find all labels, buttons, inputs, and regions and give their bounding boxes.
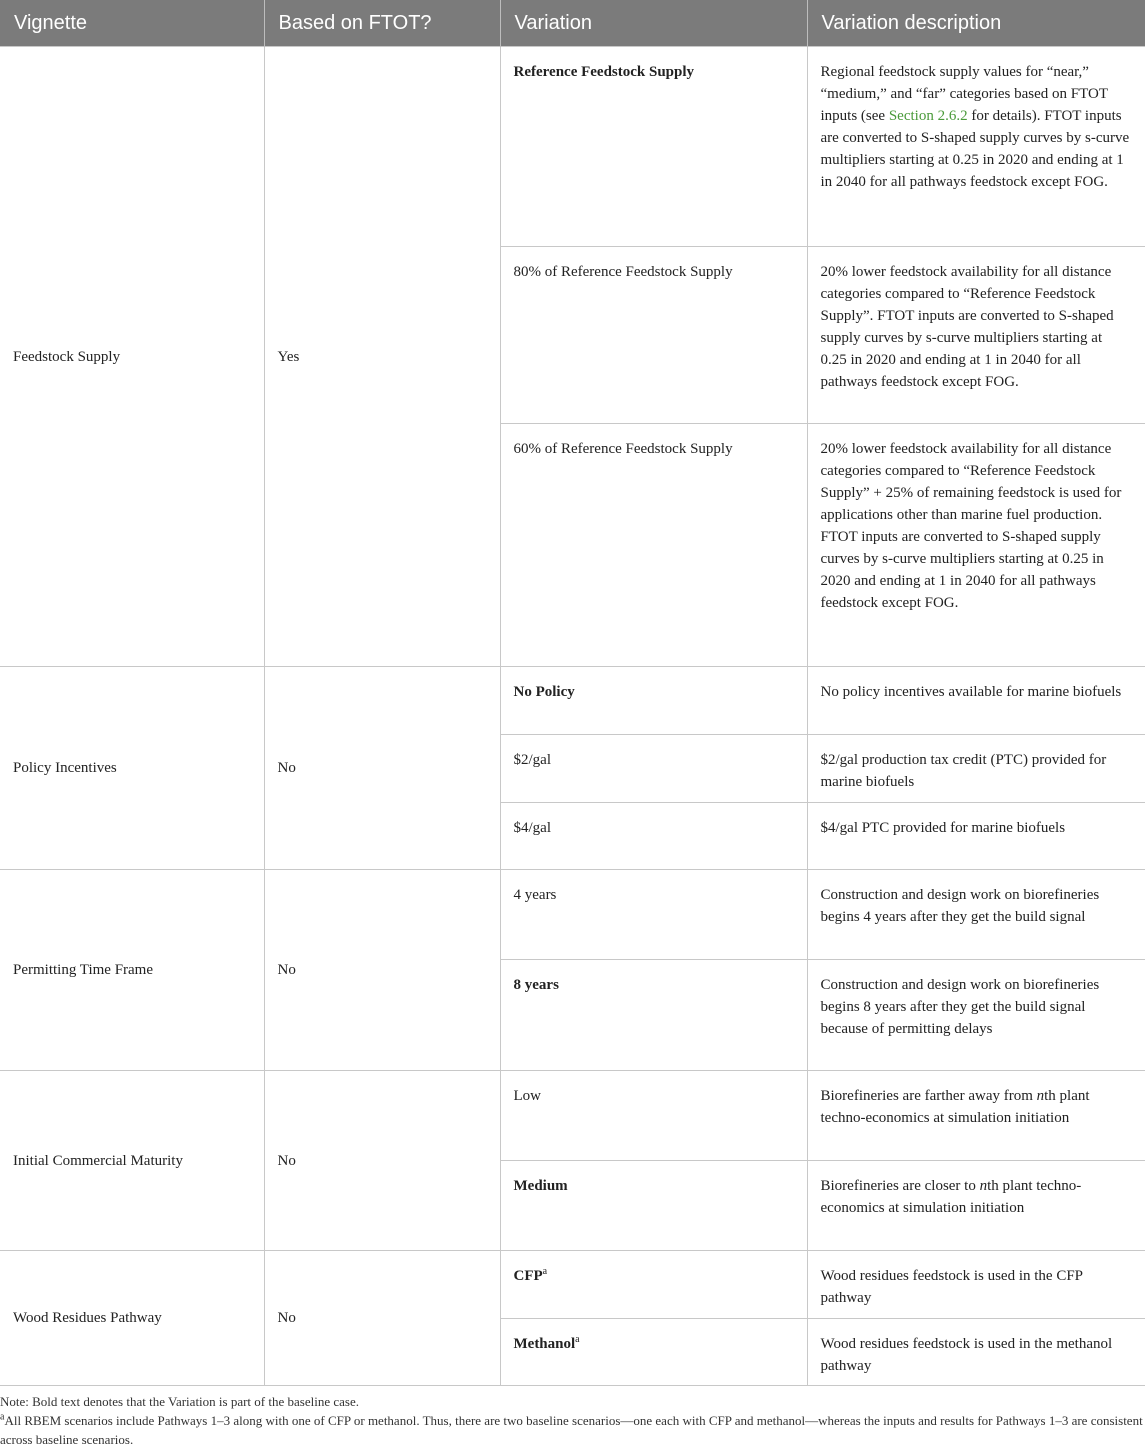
description-cell xyxy=(807,47,1145,247)
description-italic: n xyxy=(979,1178,988,1194)
variation-cell: $4/gal xyxy=(500,803,807,870)
description-cell: Wood residues feedstock is used in the methanol pathway xyxy=(807,1319,1145,1386)
variation-cell: 60% of Reference Feedstock Supply xyxy=(500,424,807,667)
header-vignette: Vignette xyxy=(0,0,264,47)
variation-label: CFP xyxy=(513,1268,543,1284)
variation-cell xyxy=(500,1319,807,1386)
variation-cell: 4 years xyxy=(500,870,807,960)
footnote-a xyxy=(0,1411,1145,1449)
footnote-marker: a xyxy=(542,1266,548,1277)
description-text: th plant techno-economics at simulation initiation xyxy=(820,1178,1082,1216)
vignette-cell: Feedstock Supply xyxy=(0,47,264,667)
description-cell xyxy=(807,1161,1145,1251)
description-cell: Wood residues feedstock is used in the CFP pathway xyxy=(807,1251,1145,1319)
table-row xyxy=(0,1251,1145,1319)
description-text: for details). FTOT inputs are converted to S-shaped supply curves by s-curve multipliers starting at 0.25 in 2020 and ending at 1 in 2040 for all pathways feedstock except FOG. xyxy=(820,108,1130,190)
description-cell xyxy=(807,1071,1145,1161)
variation-cell: Medium xyxy=(500,1161,807,1251)
ftot-cell: No xyxy=(264,1251,500,1386)
description-italic: n xyxy=(1036,1088,1045,1104)
variation-label: Methanol xyxy=(513,1336,576,1352)
vignette-cell: Policy Incentives xyxy=(0,667,264,870)
vignette-cell: Wood Residues Pathway xyxy=(0,1251,264,1386)
footnote-marker: a xyxy=(0,1411,5,1423)
description-cell: No policy incentives available for marine biofuels xyxy=(807,667,1145,735)
description-cell: $4/gal PTC provided for marine biofuels xyxy=(807,803,1145,870)
description-cell: Construction and design work on biorefineries begins 4 years after they get the build signal xyxy=(807,870,1145,960)
ftot-cell: No xyxy=(264,1071,500,1251)
description-cell: Construction and design work on biorefineries begins 8 years after they get the build signal because of permitting delays xyxy=(807,960,1145,1071)
variation-cell: No Policy xyxy=(500,667,807,735)
table-row xyxy=(0,870,1145,960)
footnote-text: All RBEM scenarios include Pathways 1–3 along with one of CFP or methanol. Thus, there are two baseline scenarios—one each with CFP and methanol—whereas the inputs and results for Pathways 1–3 are consistent across baseline scenarios. xyxy=(0,1413,1143,1447)
description-text: th plant techno-economics at simulation initiation xyxy=(820,1088,1090,1126)
description-cell: 20% lower feedstock availability for all distance categories compared to “Reference Feedstock Supply” + 25% of remaining feedstock is used for applications other than marine fuel production. FTOT inputs are converted to S-shaped supply curves by s-curve multipliers starting at 0.25 in 2020 and ending at 1 in 2040 for all pathways feedstock except FOG. xyxy=(807,424,1145,667)
vignette-cell: Initial Commercial Maturity xyxy=(0,1071,264,1251)
table-notes xyxy=(0,1392,1145,1449)
table-row xyxy=(0,1071,1145,1161)
table-row xyxy=(0,47,1145,247)
header-variation: Variation xyxy=(500,0,807,47)
table-row xyxy=(0,667,1145,735)
header-row xyxy=(0,0,1145,47)
ftot-cell: No xyxy=(264,870,500,1071)
description-cell: $2/gal production tax credit (PTC) provided for marine biofuels xyxy=(807,735,1145,803)
variation-cell: 80% of Reference Feedstock Supply xyxy=(500,247,807,424)
description-text: Biorefineries are farther away from xyxy=(820,1088,1037,1104)
ftot-cell: Yes xyxy=(264,47,500,667)
description-cell: 20% lower feedstock availability for all distance categories compared to “Reference Feedstock Supply”. FTOT inputs are converted to S-shaped supply curves by s-curve multipliers starting at 0.25 in 2020 and ending at 1 in 2040 for all pathways feedstock except FOG. xyxy=(807,247,1145,424)
header-variation-description: Variation description xyxy=(807,0,1145,47)
section-link[interactable]: Section 2.6.2 xyxy=(888,108,968,124)
variation-cell: $2/gal xyxy=(500,735,807,803)
variation-cell xyxy=(500,1251,807,1319)
description-text: Biorefineries are closer to xyxy=(820,1178,980,1194)
variation-cell: Reference Feedstock Supply xyxy=(500,47,807,247)
note-bold-baseline: Note: Bold text denotes that the Variation is part of the baseline case. xyxy=(0,1394,359,1409)
ftot-cell: No xyxy=(264,667,500,870)
description-text: Regional feedstock supply values for “near,” “medium,” and “far” categories based on FTOT inputs (see xyxy=(820,64,1108,124)
header-based-on-ftot: Based on FTOT? xyxy=(264,0,500,47)
vignette-cell: Permitting Time Frame xyxy=(0,870,264,1071)
variation-cell: Low xyxy=(500,1071,807,1161)
variation-cell: 8 years xyxy=(500,960,807,1071)
footnote-marker: a xyxy=(575,1334,580,1345)
